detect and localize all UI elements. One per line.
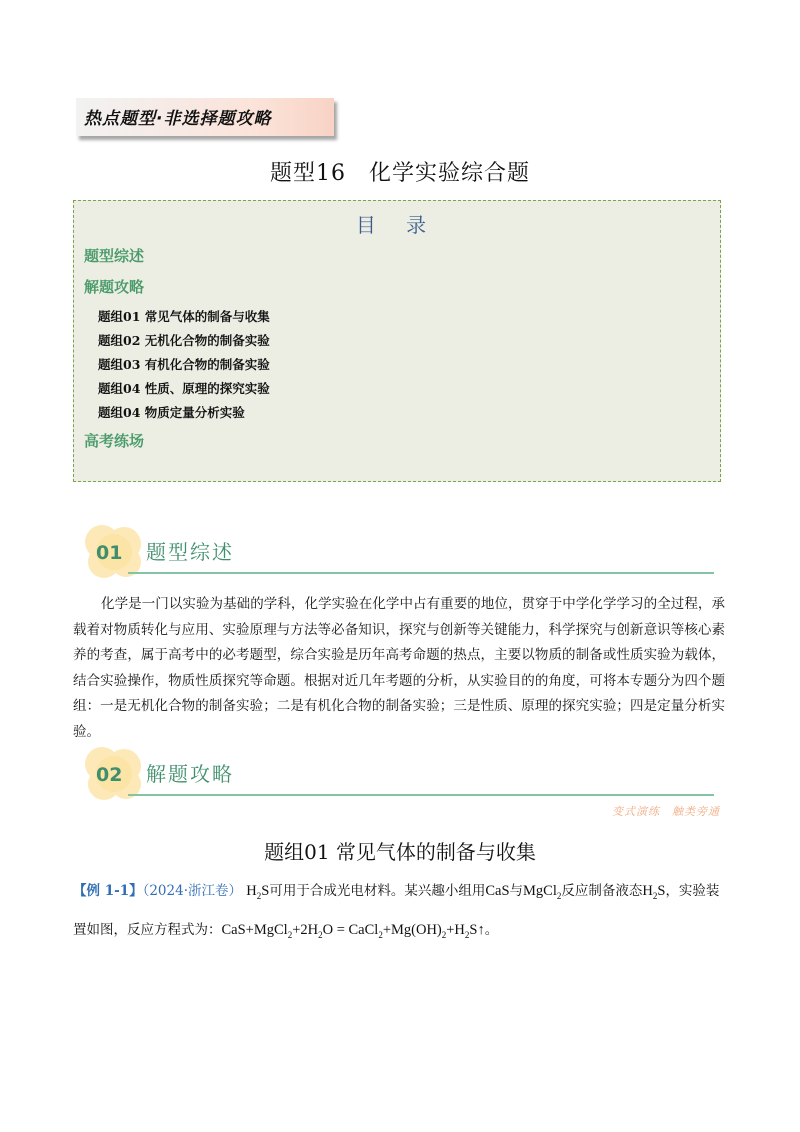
section-header-strategy — [80, 742, 720, 802]
formula-mgcl2: MgCl$_2$ — [523, 883, 562, 901]
overview-paragraph: 化学是一门以实验为基础的学科，化学实验在化学中占有重要的地位，贯穿于中学化学学习的全过程，承载着对物质转化与应用、实验原理与方法等必备知识，探究与创新等关键能力，科学探究与创新意识等核心素养的考查，属于高考中的必考题型，综合实验是历年高考命题的热点，主要以物质的制备或性质实验为载体，结合实验操作，物质性质探究等命题。根据对近几年考题的分析，从实验目的的角度，可将本专题分为四个题组：一是无机化合物的制备实验；二是有机化合物的制备实验；三是性质、原理的探究实验；四是定量分析实验。 — [73, 596, 725, 740]
section-rule — [128, 572, 714, 574]
section-label: 解题攻略 — [146, 762, 234, 786]
table-of-contents — [73, 200, 721, 482]
banner-text: 热点题型·非选择题攻略 — [84, 109, 272, 129]
toc-item[interactable]: 题组02 无机化合物的制备实验 — [98, 333, 270, 348]
example-source: （2024·浙江卷） — [142, 883, 242, 899]
toc-item[interactable]: 题组01 常见气体的制备与收集 — [98, 309, 270, 324]
example-text: 与 — [509, 883, 524, 899]
section-header-overview — [80, 520, 720, 580]
toc-item[interactable]: 题组04 物质定量分析实验 — [98, 405, 245, 420]
example-question — [73, 874, 725, 952]
toc-item[interactable]: 题组03 有机化合物的制备实验 — [98, 357, 270, 372]
section-number: 01 — [96, 542, 123, 564]
formula-h2s: $H_2S$ — [642, 883, 666, 901]
toc-heading: 目 录 — [355, 213, 439, 237]
group-title: 题组01 常见气体的制备与收集 — [264, 840, 536, 864]
formula-h2s: $H_2S$ — [246, 883, 270, 901]
toc-item[interactable]: 题组04 性质、原理的探究实验 — [98, 381, 270, 396]
example-text: ，实验装置如图，反应方程式为： — [73, 883, 720, 938]
formula-cas: CaS — [485, 883, 510, 899]
page-title: 题型16 化学实验综合题 — [270, 161, 530, 186]
toc-link-overview[interactable]: 题型综述 — [84, 247, 145, 265]
example-tag: 【例 1-1】 — [73, 883, 143, 899]
tagline: 变式演练 触类旁通 — [612, 805, 720, 818]
section-rule — [128, 794, 714, 796]
section-banner — [76, 98, 334, 136]
toc-link-strategy[interactable]: 解题攻略 — [84, 278, 145, 296]
example-text: 反应制备液态 — [561, 883, 643, 899]
section-label: 题型综述 — [146, 540, 234, 564]
example-text: 。 — [484, 921, 499, 938]
example-text: 可用于合成光电材料。某兴趣小组用 — [269, 883, 486, 899]
toc-link-practice[interactable]: 高考练场 — [84, 432, 145, 450]
section-number: 02 — [96, 764, 123, 786]
reaction-equation: $CaS+MgCl_2+2H_2O$ = $CaCl_2+Mg(OH)_2+H_2S↑$ — [221, 921, 485, 940]
